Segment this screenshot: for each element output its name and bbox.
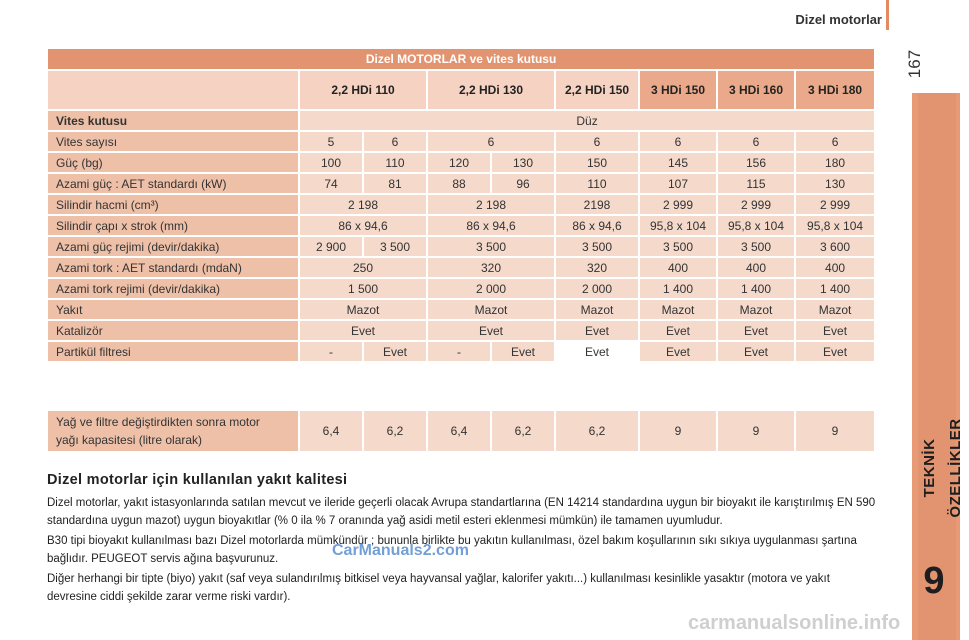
table-cell: 96 <box>491 173 555 194</box>
page-number: 167 <box>905 49 924 79</box>
table-cell: 6 <box>795 131 875 152</box>
table-cell: Mazot <box>795 299 875 320</box>
row-label: Azami tork : AET standardı (mdaN) <box>47 257 299 278</box>
table-row <box>47 299 875 320</box>
table-cell: 6 <box>427 131 555 152</box>
table-cell: Mazot <box>717 299 795 320</box>
table-cell: 2 000 <box>555 278 639 299</box>
row-label: Partikül filtresi <box>47 341 299 362</box>
table-row <box>47 341 875 362</box>
table-cell: Evet <box>639 320 717 341</box>
table-row <box>47 152 875 173</box>
watermark-top: CarManuals2.com <box>332 542 469 559</box>
row-label: Silindir çapı x strok (mm) <box>47 215 299 236</box>
table-cell: 107 <box>639 173 717 194</box>
table-row <box>47 278 875 299</box>
table-cell: 86 x 94,6 <box>299 215 427 236</box>
paragraph: B30 tipi bioyakıt kullanılması bazı Dizel motorlarda mümkündür ; bununla birlikte bu yakıtın kullanılması, özel bakım koşullarının sıkı sıkıya uygulanması şartına bağlıdır. PEUGEOT servis ağına başvurunuz. <box>47 535 857 565</box>
row-label: Azami tork rejimi (devir/dakika) <box>47 278 299 299</box>
watermark-bottom: carmanualsonline.info <box>688 612 901 634</box>
table-cell: 74 <box>299 173 363 194</box>
table-cell: 2 999 <box>717 194 795 215</box>
paragraph: Diğer herhangi bir tipte (biyo) yakıt (saf veya sulandırılmış bitkisel veya hayvansal yağlar, kalorifer yakıtı...) kullanılması kesinlikle yasaktır (motora ve yakıt devresine ciddi şekilde zarar verme riski vardır). <box>47 573 830 603</box>
table-header-row <box>47 70 875 110</box>
table-cell: 3 500 <box>555 236 639 257</box>
table-cell: 3 500 <box>717 236 795 257</box>
table-cell: 2 198 <box>427 194 555 215</box>
table-cell: Evet <box>427 320 555 341</box>
table-cell: 95,8 x 104 <box>717 215 795 236</box>
row-label <box>47 410 299 452</box>
row-label: Güç (bg) <box>47 152 299 173</box>
table-cell: Mazot <box>639 299 717 320</box>
table-cell: 1 400 <box>639 278 717 299</box>
column-header: 2,2 HDi 130 <box>427 70 555 110</box>
chapter-side-stripe <box>918 93 964 640</box>
table-cell: 2 999 <box>639 194 717 215</box>
table-cell: 1 400 <box>717 278 795 299</box>
table-cell: 3 500 <box>639 236 717 257</box>
table-cell: 6,2 <box>363 410 427 452</box>
column-header: 3 HDi 160 <box>717 70 795 110</box>
row-label: Vites kutusu <box>47 110 299 131</box>
table-cell: 115 <box>717 173 795 194</box>
table-cell: 2 999 <box>795 194 875 215</box>
paragraph: Dizel motorlar, yakıt istasyonlarında satılan mevcut ve ileride geçerli olacak Avrupa standartlarına (EN 14214 standardına uygun bir bioyakıt ile karıştırılmış EN 590 standardına uygun mazot) uygun bioyakıtlar (% 0 ila % 7 oranında yağ asidi metil esteri eklenmesi mümkün) ile tamamen uyumludur. <box>47 497 876 527</box>
table-cell: 6 <box>717 131 795 152</box>
table-cell: Evet <box>491 341 555 362</box>
table-cell: 110 <box>363 152 427 173</box>
table-cell: 9 <box>717 410 795 452</box>
column-header: 3 HDi 150 <box>639 70 717 110</box>
table-cell: 6 <box>363 131 427 152</box>
row-label: Azami güç : AET standardı (kW) <box>47 173 299 194</box>
row-label: Silindir hacmi (cm³) <box>47 194 299 215</box>
table-cell: 86 x 94,6 <box>555 215 639 236</box>
column-header: 3 HDi 180 <box>795 70 875 110</box>
table-row <box>47 257 875 278</box>
table-row <box>47 215 875 236</box>
table-cell: 120 <box>427 152 491 173</box>
table-cell: 95,8 x 104 <box>639 215 717 236</box>
table-cell: 320 <box>555 257 639 278</box>
table-cell: Evet <box>717 320 795 341</box>
table-row <box>47 131 875 152</box>
oil-capacity-table <box>46 409 876 453</box>
table-cell: 6,4 <box>299 410 363 452</box>
table-cell: 2 900 <box>299 236 363 257</box>
table-cell: 400 <box>717 257 795 278</box>
table-cell: 5 <box>299 131 363 152</box>
table-cell: Mazot <box>555 299 639 320</box>
table-row <box>47 110 875 131</box>
table-row <box>47 320 875 341</box>
table-cell: 156 <box>717 152 795 173</box>
table-cell: 3 500 <box>427 236 555 257</box>
table-cell: 250 <box>299 257 427 278</box>
table-cell: Evet <box>795 320 875 341</box>
row-label: Katalizör <box>47 320 299 341</box>
table-cell: 6 <box>639 131 717 152</box>
table-cell: Mazot <box>299 299 427 320</box>
table-cell: 400 <box>795 257 875 278</box>
table-cell: 9 <box>639 410 717 452</box>
table-cell: - <box>427 341 491 362</box>
table-cell: 3 500 <box>363 236 427 257</box>
table-cell: Evet <box>555 320 639 341</box>
engine-spec-table <box>46 47 876 363</box>
table-title-row <box>47 48 875 70</box>
chapter-title: TEKNİK ÖZELLİKLER <box>921 418 964 518</box>
table-cell: 3 600 <box>795 236 875 257</box>
table-cell: 2 198 <box>299 194 427 215</box>
column-header: 2,2 HDi 150 <box>555 70 639 110</box>
table-cell: 6,4 <box>427 410 491 452</box>
row-label: Vites sayısı <box>47 131 299 152</box>
table-cell: 320 <box>427 257 555 278</box>
table-cell: 145 <box>639 152 717 173</box>
table-cell: 1 400 <box>795 278 875 299</box>
table-cell: 86 x 94,6 <box>427 215 555 236</box>
table-cell: 88 <box>427 173 491 194</box>
table-cell: 180 <box>795 152 875 173</box>
table-cell: Evet <box>639 341 717 362</box>
table-cell: 9 <box>795 410 875 452</box>
row-label: Azami güç rejimi (devir/dakika) <box>47 236 299 257</box>
table-cell: Evet <box>717 341 795 362</box>
column-header: 2,2 HDi 110 <box>299 70 427 110</box>
table-cell: Mazot <box>427 299 555 320</box>
table-cell: 1 500 <box>299 278 427 299</box>
table-cell: 2198 <box>555 194 639 215</box>
table-cell: 6 <box>555 131 639 152</box>
header-accent-line <box>886 0 889 30</box>
table-cell: 110 <box>555 173 639 194</box>
table-cell: 81 <box>363 173 427 194</box>
table-cell: 400 <box>639 257 717 278</box>
table-cell: Düz <box>299 110 875 131</box>
table-cell: 2 000 <box>427 278 555 299</box>
table-cell: - <box>299 341 363 362</box>
table-row <box>47 173 875 194</box>
table-cell: 150 <box>555 152 639 173</box>
row-label-line: Yağ ve filtre değiştirdikten sonra motor <box>56 415 260 429</box>
table-row <box>47 236 875 257</box>
table-row <box>47 194 875 215</box>
table-cell: 6,2 <box>555 410 639 452</box>
table-title: Dizel MOTORLAR ve vites kutusu <box>47 48 875 70</box>
table-cell: Evet <box>299 320 427 341</box>
table-cell: Evet <box>795 341 875 362</box>
table-cell: 100 <box>299 152 363 173</box>
table-cell: 130 <box>795 173 875 194</box>
running-header-title: Dizel motorlar <box>795 12 882 27</box>
table-cell: 6,2 <box>491 410 555 452</box>
header-empty-cell <box>47 70 299 110</box>
row-label-line: yağı kapasitesi (litre olarak) <box>56 433 203 447</box>
table-cell: 95,8 x 104 <box>795 215 875 236</box>
table-row <box>47 410 875 452</box>
row-label: Yakıt <box>47 299 299 320</box>
table-cell: Evet <box>555 341 639 362</box>
table-cell: Evet <box>363 341 427 362</box>
section-title: Dizel motorlar için kullanılan yakıt kalitesi <box>47 472 348 488</box>
table-cell: 130 <box>491 152 555 173</box>
chapter-number: 9 <box>923 560 945 602</box>
